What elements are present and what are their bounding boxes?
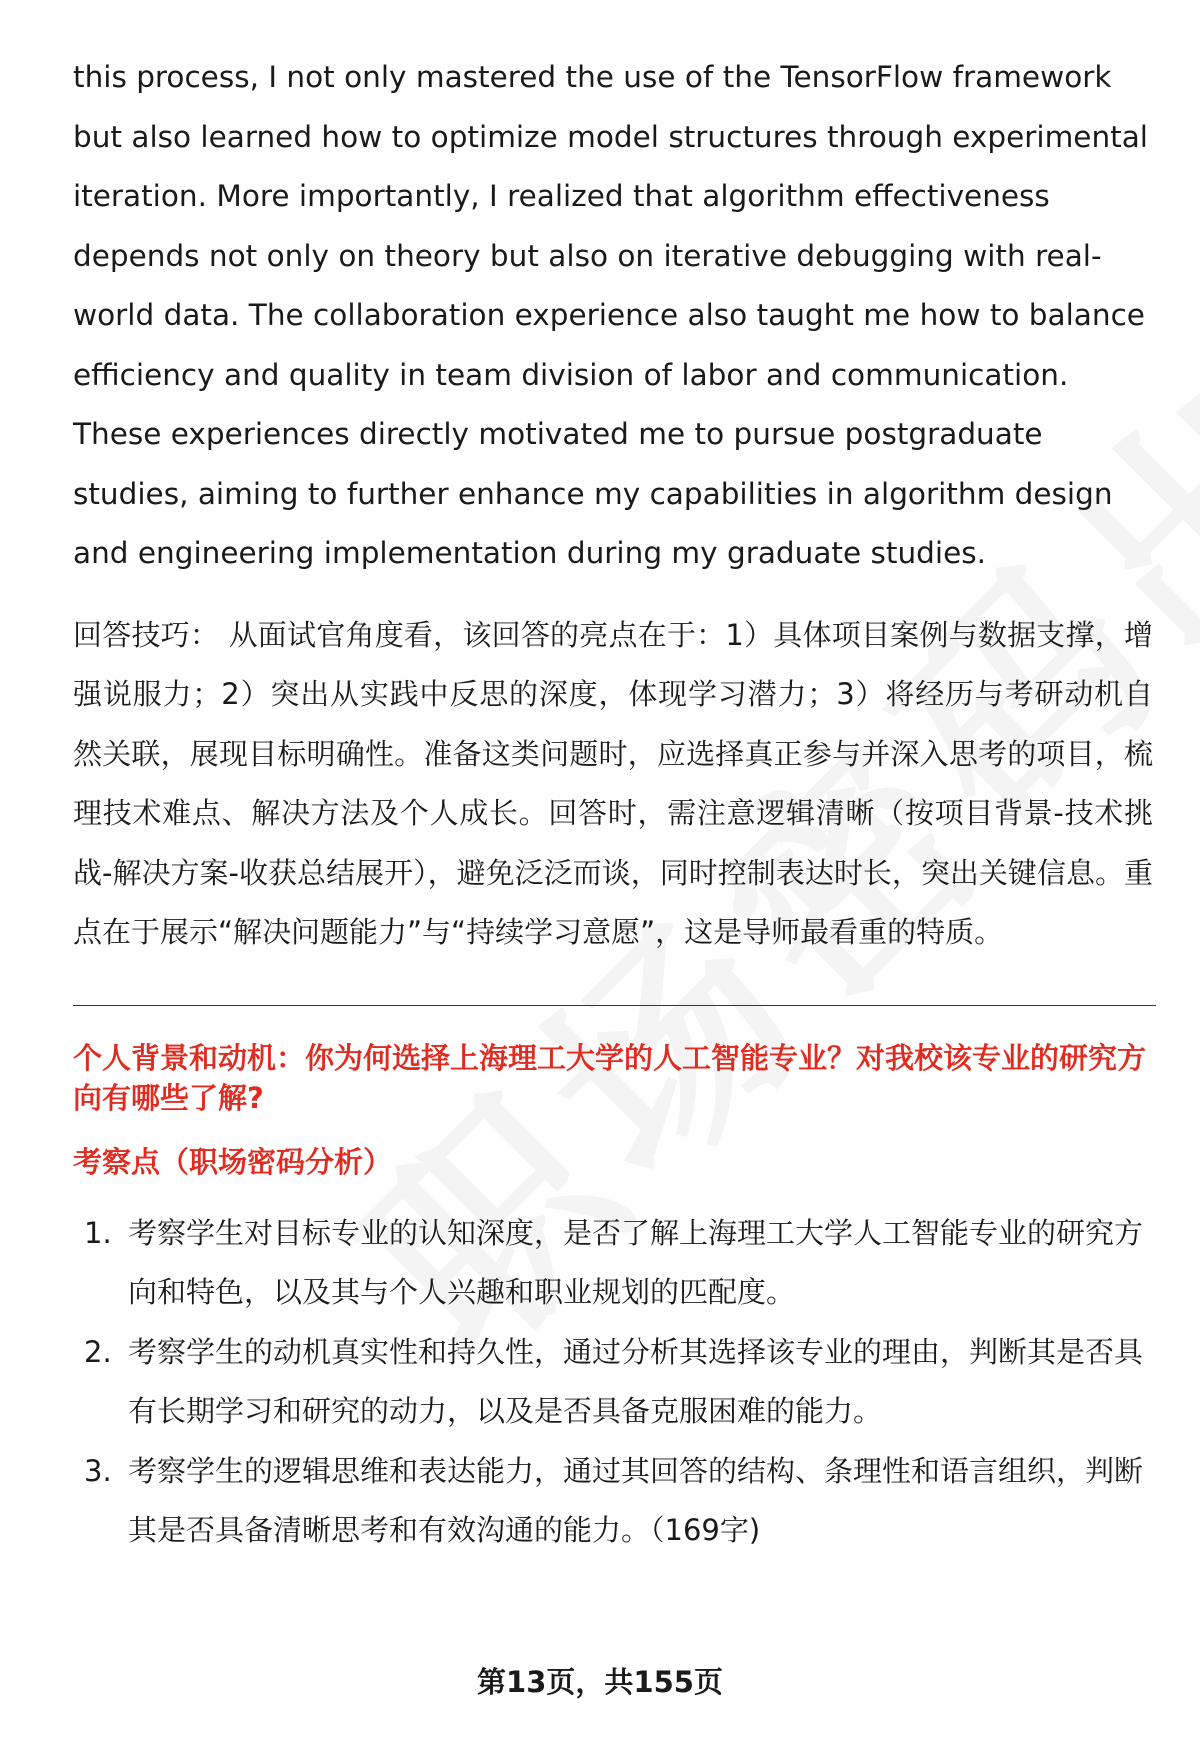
list-item-number: 2.: [84, 1334, 112, 1369]
tips-text: 从面试官角度看，该回答的亮点在于：1）具体项目案例与数据支撑，增强说服力；2）突出从实践中反思的深度，体现学习潜力；3）将经历与考研动机自然关联，展现目标明确性。准备这类问题时，应选择真正参与并深入思考的项目，梳理技术难点、解决方法及个人成长。回答时，需注意逻辑清晰（按项目背景-技术挑战-解决方案-收获总结展开），避免泛泛而谈，同时控制表达时长，突出关键信息。重点在于展示“解决问题能力”与“持续学习意愿”，这是导师最看重的特质。: [73, 617, 1153, 949]
tips-paragraph: [73, 606, 1153, 963]
list-item: [73, 1323, 1153, 1442]
document-page: [73, 48, 1153, 1561]
list-item: [73, 1204, 1153, 1323]
analysis-section-title: 考察点（职场密码分析）: [73, 1144, 393, 1179]
list-item-number: 1.: [84, 1215, 112, 1250]
list-item-text: 考察学生的动机真实性和持久性，通过分析其选择该专业的理由，判断其是否具有长期学习和研究的动力，以及是否具备克服困难的能力。: [128, 1334, 1144, 1428]
list-item-text: 考察学生对目标专业的认知深度，是否了解上海理工大学人工智能专业的研究方向和特色，以及其与个人兴趣和职业规划的匹配度。: [128, 1215, 1144, 1309]
list-item-text: 考察学生的逻辑思维和表达能力，通过其回答的结构、条理性和语言组织，判断其是否具备清晰思考和有效沟通的能力。（169字): [128, 1453, 1144, 1547]
page-number-footer: 第13页，共155页: [477, 1665, 723, 1699]
intro-paragraph: this process, I not only mastered the use of the TensorFlow framework but also learned how to optimize model structures through experimental iteration. More importantly, I realized that algorithm effectiveness depends not only on theory but also on iterative debugging with real-world data. The collaboration experience also taught me how to balance efficiency and quality in team division of labor and communication. These experiences directly motivated me to pursue postgraduate studies, aiming to further enhance my capabilities in algorithm design and engineering implementation during my graduate studies.: [73, 60, 1148, 570]
tips-label: 回答技巧：: [73, 617, 220, 652]
analysis-points-list: [73, 1204, 1153, 1561]
list-item: [73, 1442, 1153, 1561]
section-divider: [73, 1005, 1156, 1006]
question-title: 个人背景和动机：你为何选择上海理工大学的人工智能专业？对我校该专业的研究方向有哪些了解?: [73, 1040, 1147, 1115]
list-item-number: 3.: [84, 1453, 112, 1488]
